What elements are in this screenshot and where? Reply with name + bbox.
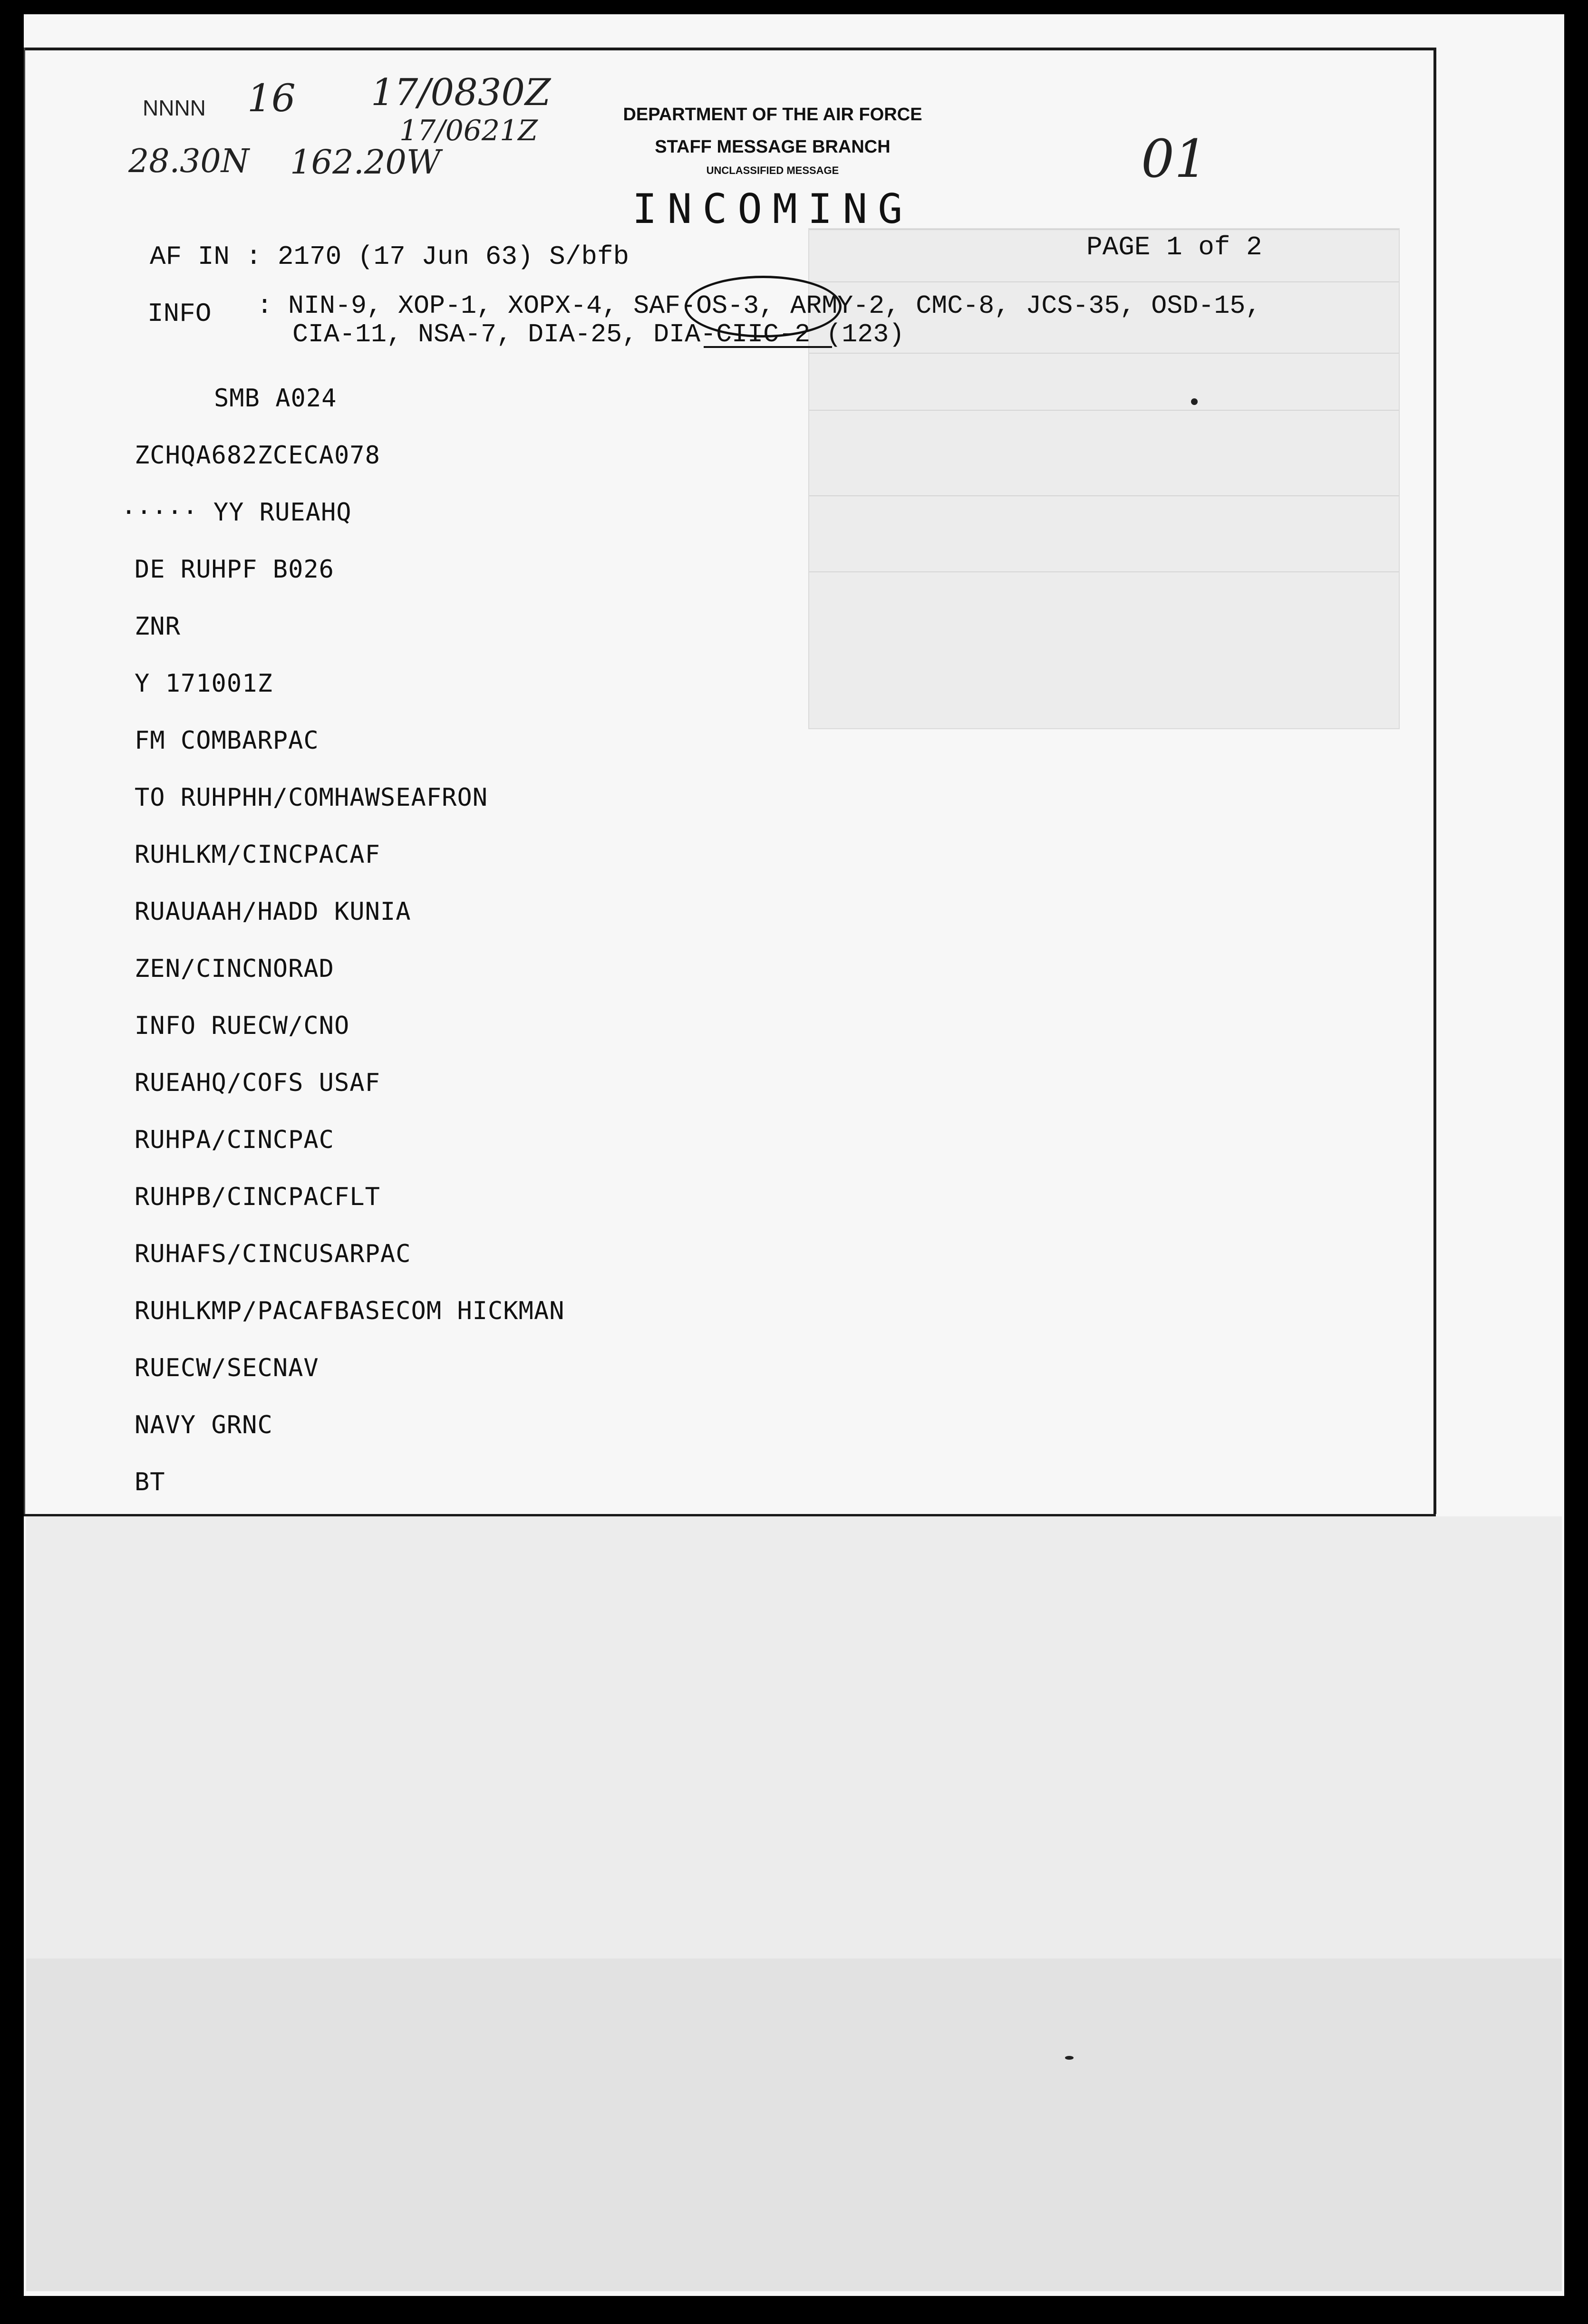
page-bottom-area [26, 1958, 1562, 2291]
saf-os-circle [685, 276, 842, 338]
message-line: SMB A024 [214, 384, 337, 413]
message-line: RUAUAAH/HADD KUNIA [135, 897, 411, 926]
message-line: RUHLKMP/PACAFBASECOM HICKMAN [135, 1297, 565, 1325]
af-in-line: AF IN : 2170 (17 Jun 63) S/bfb [150, 241, 629, 272]
message-line: Y 171001Z [135, 669, 273, 698]
message-line: RUECW/SECNAV [135, 1354, 319, 1382]
message-line: FM COMBARPAC [135, 726, 319, 755]
message-line: ZEN/CINCNORAD [135, 955, 334, 983]
branch-heading: STAFF MESSAGE BRANCH [655, 137, 891, 157]
handwritten-time-1: 17/0830Z [371, 71, 551, 114]
frame-left-rule [24, 48, 25, 1516]
classification-heading: UNCLASSIFIED MESSAGE [706, 164, 839, 176]
message-line: TO RUHPHH/COMHAWSEAFRON [135, 783, 488, 812]
message-line: RUHAFS/CINCUSARPAC [135, 1240, 411, 1268]
handwritten-nnnn: NNNN [143, 96, 206, 120]
info-distribution-line-2: CIA-11, NSA-7, DIA-25, DIA-CIIC-2 (123) [292, 319, 905, 349]
message-line: RUHPB/CINCPACFLT [135, 1183, 380, 1211]
handwritten-page-mark: 01 [1141, 128, 1208, 189]
department-heading: DEPARTMENT OF THE AIR FORCE [623, 105, 922, 125]
message-line: ZCHQA682ZCECA078 [135, 441, 380, 470]
page-number: PAGE 1 of 2 [1086, 232, 1262, 262]
info-label: INFO [147, 299, 212, 329]
message-line: RUHPA/CINCPAC [135, 1126, 334, 1154]
message-line: DE RUHPF B026 [135, 555, 334, 584]
message-line: ZNR [135, 612, 181, 641]
ink-speck [1191, 398, 1198, 405]
ink-speck [1065, 2056, 1074, 2060]
info-distribution-line-1: : NIN-9, XOP-1, XOPX-4, SAF-OS-3, ARMY-2, CMC-8, JCS-35, OSD-15, [257, 291, 1261, 321]
message-line: INFO RUECW/CNO [135, 1012, 350, 1040]
frame-bottom-rule [24, 1514, 1436, 1516]
handwritten-number: 16 [247, 76, 296, 120]
message-line: RUEAHQ/COFS USAF [135, 1069, 380, 1097]
handwritten-longitude: 162.20W [290, 143, 441, 182]
message-line: ····· YY RUEAHQ [121, 498, 352, 527]
message-line: BT [135, 1468, 165, 1496]
handwritten-latitude: 28.30N [128, 143, 250, 180]
frame-right-rule [1433, 48, 1436, 1514]
handwritten-time-2: 17/0621Z [399, 114, 538, 147]
page-title: INCOMING [632, 185, 913, 233]
message-line: RUHLKM/CINCPACAF [135, 840, 380, 869]
frame-top-rule [24, 48, 1436, 50]
dia-ciic-strike [704, 346, 832, 348]
message-line: NAVY GRNC [135, 1411, 273, 1439]
lower-blank-area [26, 1516, 1562, 1958]
